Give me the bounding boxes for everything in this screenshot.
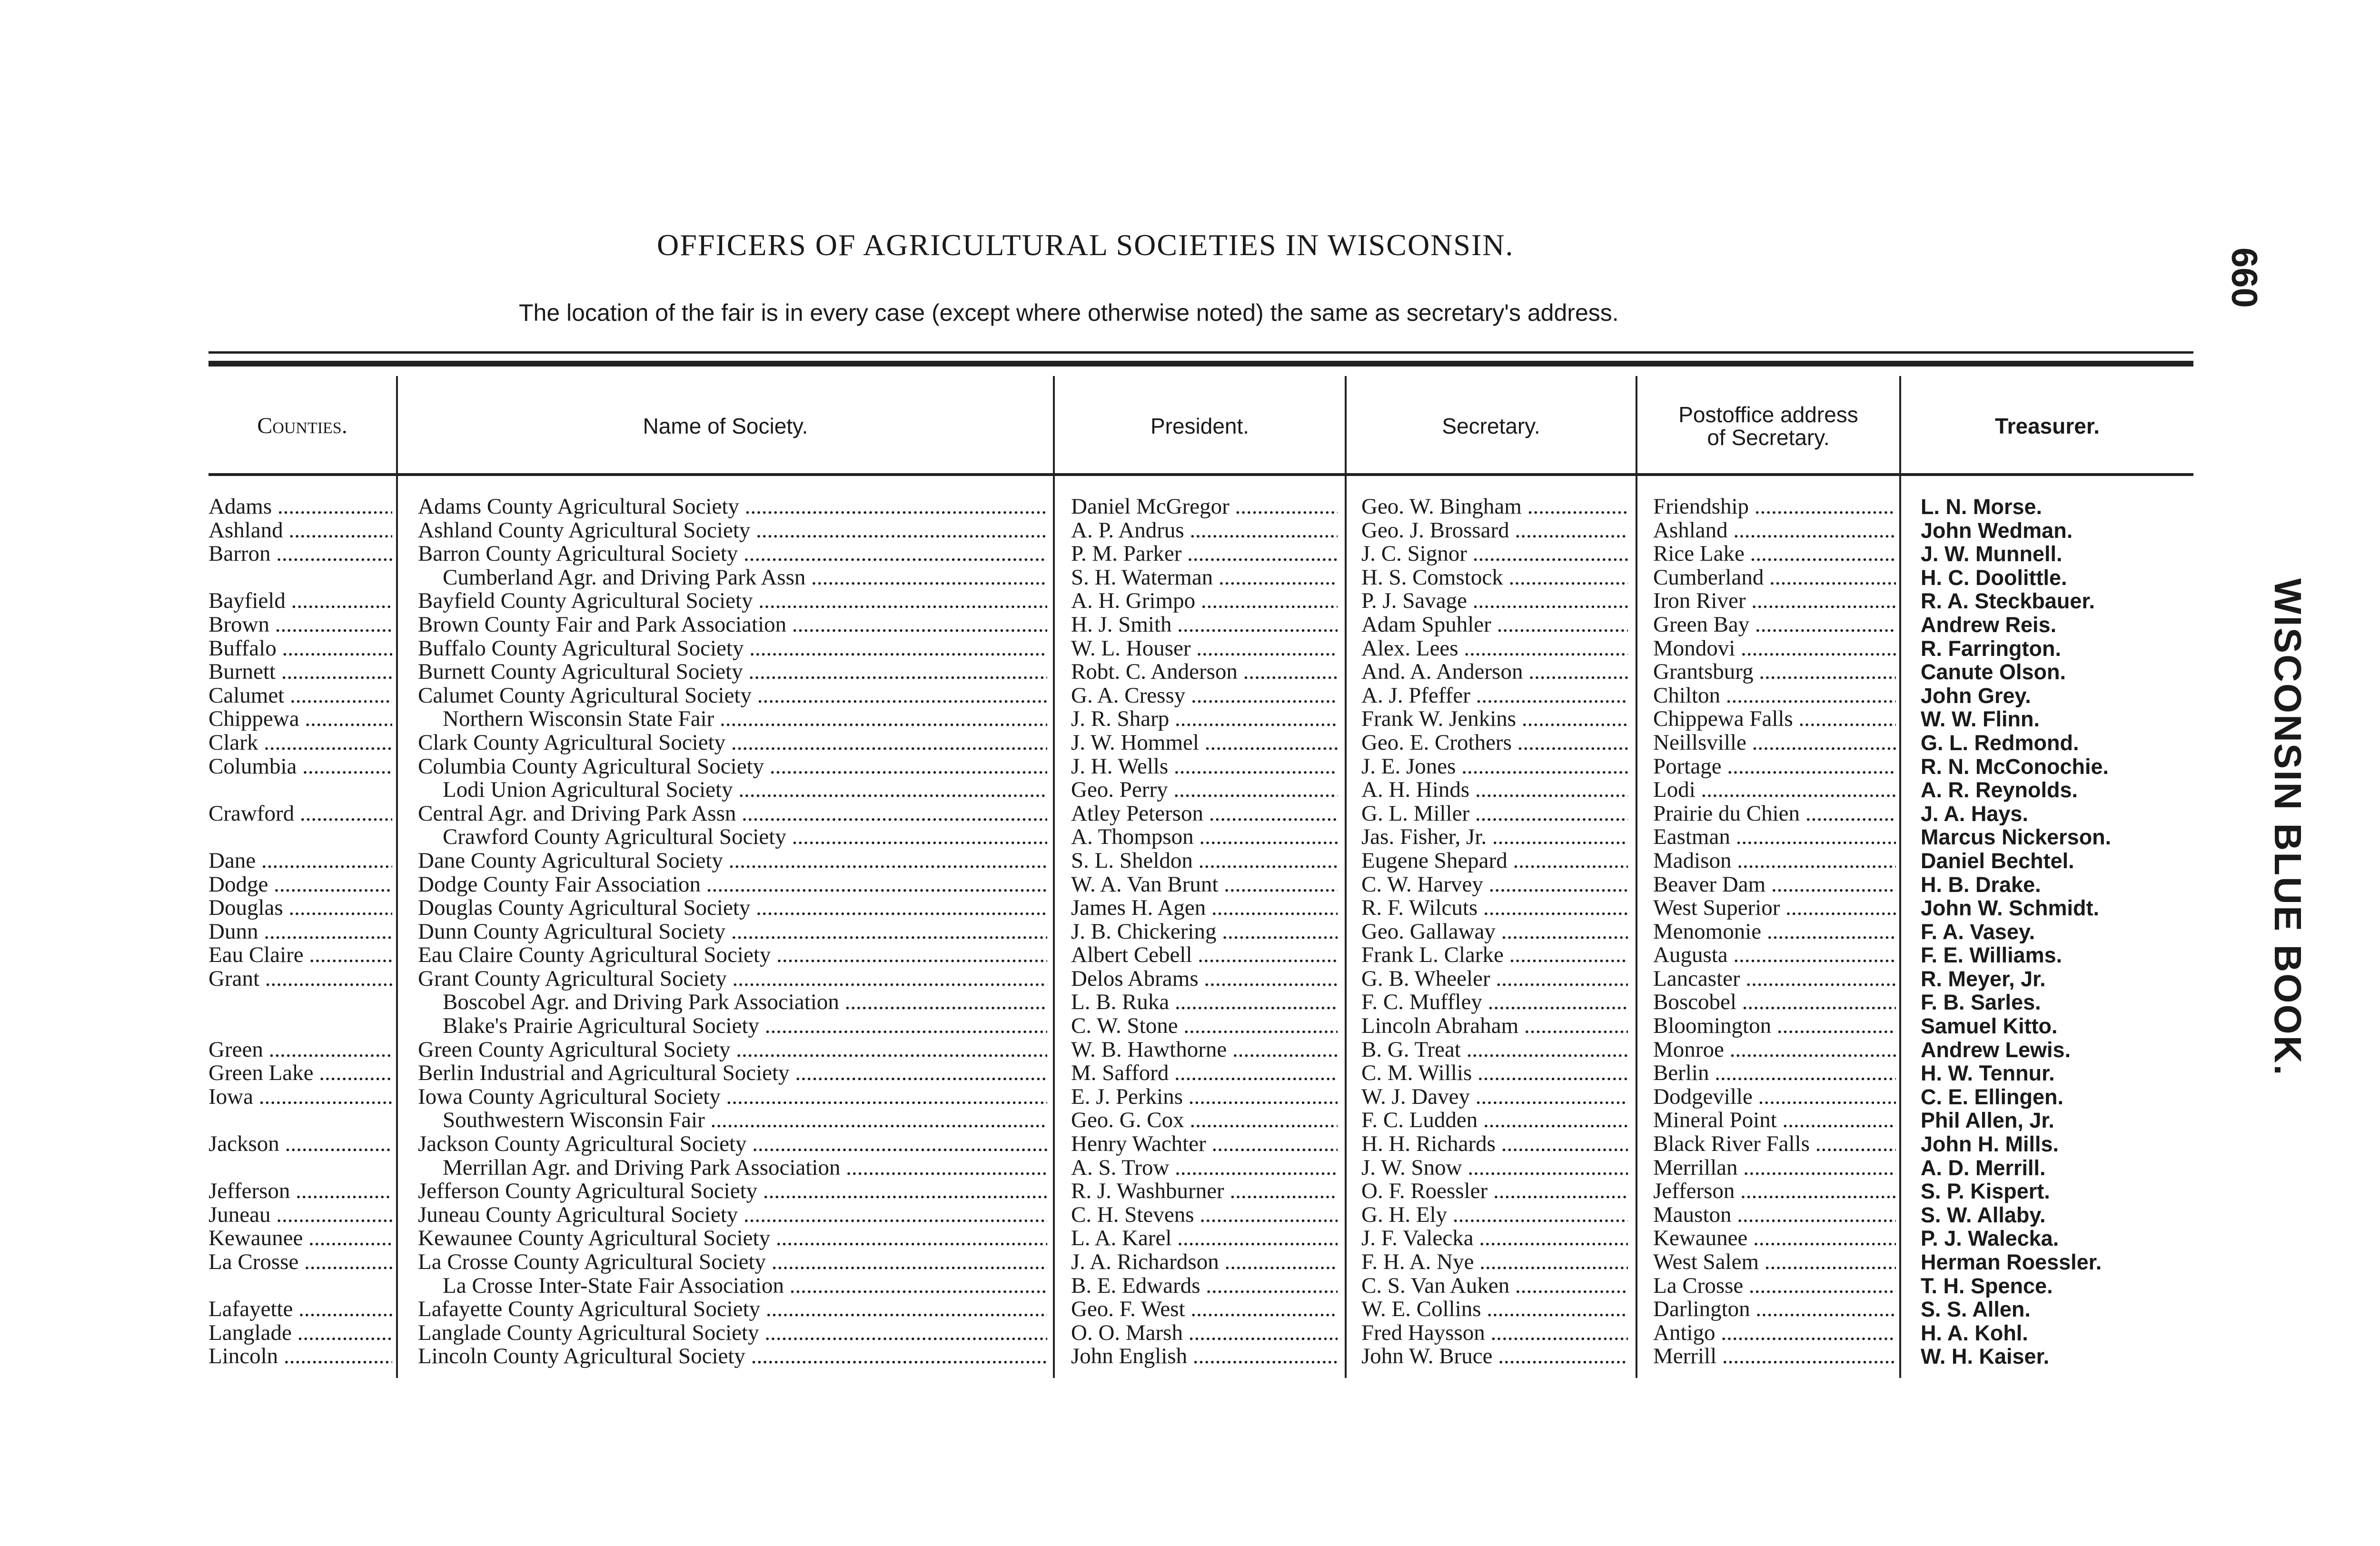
county-cell: Grant ..... [208,967,392,991]
postoffice-cell: La Crosse ..... [1653,1274,1896,1298]
president-cell: A. S. Trow ..... [1071,1156,1338,1180]
postoffice-cell: Kewaunee ..... [1653,1227,1896,1250]
president-cell: John English ..... [1071,1345,1338,1368]
president-cell: P. M. Parker ..... [1071,542,1338,566]
table-row [0,1227,2237,1250]
secretary-cell: J. F. Valecka ..... [1361,1227,1628,1250]
president-cell: J. H. Wells ..... [1071,755,1338,779]
society-cell: Northern Wisconsin State Fair ..... [443,707,1047,731]
table-row [0,1179,2237,1203]
treasurer-cell: Phil Allen, Jr. [1921,1109,2054,1133]
county-cell: Brown ..... [208,613,392,637]
secretary-cell: F. C. Ludden ..... [1361,1109,1628,1132]
society-cell: Dunn County Agricultural Society ..... [418,920,1047,944]
postoffice-cell: Cumberland ..... [1653,566,1896,590]
postoffice-cell: Merrill ..... [1653,1345,1896,1368]
treasurer-cell: G. L. Redmond. [1921,731,2079,755]
treasurer-cell: Samuel Kitto. [1921,1014,2058,1038]
table-row [0,802,2237,826]
society-cell: Douglas County Agricultural Society ..... [418,896,1047,920]
postoffice-cell: Darlington ..... [1653,1298,1896,1321]
secretary-cell: R. F. Wilcuts ..... [1361,896,1628,920]
treasurer-cell: John Wedman. [1921,518,2073,543]
president-cell: W. B. Hawthorne ..... [1071,1038,1338,1062]
treasurer-cell: S. S. Allen. [1921,1298,2031,1321]
president-cell: James H. Agen ..... [1071,896,1338,920]
president-cell: Geo. Perry ..... [1071,778,1338,802]
postoffice-cell: Augusta ..... [1653,943,1896,967]
treasurer-cell: A. D. Merrill. [1921,1156,2046,1180]
secretary-cell: Alex. Lees ..... [1361,637,1628,661]
secretary-cell: B. G. Treat ..... [1361,1038,1628,1062]
postoffice-cell: Beaver Dam ..... [1653,873,1896,897]
secretary-cell: J. C. Signor ..... [1361,542,1628,566]
treasurer-cell: R. Meyer, Jr. [1921,967,2046,991]
society-cell: Southwestern Wisconsin Fair ..... [443,1109,1047,1132]
header-postoffice-line2: of Secretary. [1707,425,1830,450]
postoffice-cell: Lancaster ..... [1653,967,1896,991]
postoffice-cell: Eastman ..... [1653,825,1896,849]
running-head: WISCONSIN BLUE BOOK. [2267,578,2309,1077]
table-row [0,1132,2237,1156]
secretary-cell: C. S. Van Auken ..... [1361,1274,1628,1298]
county-cell: Dunn ..... [208,920,392,944]
county-cell: Ashland ..... [208,519,392,543]
postoffice-cell: Madison ..... [1653,849,1896,873]
table-row [0,684,2237,708]
table-row [0,755,2237,779]
postoffice-cell: Black River Falls ..... [1653,1132,1896,1156]
secretary-cell: H. S. Comstock ..... [1361,566,1628,590]
secretary-cell: H. H. Richards ..... [1361,1132,1628,1156]
treasurer-cell: W. W. Flinn. [1921,707,2040,731]
society-cell: Bayfield County Agricultural Society ..... [418,589,1047,613]
president-cell: L. A. Karel ..... [1071,1227,1338,1250]
society-cell: Berlin Industrial and Agricultural Society ..... [418,1061,1047,1085]
table-row [0,660,2237,684]
treasurer-cell: C. E. Ellingen. [1921,1085,2064,1109]
president-cell: W. A. Van Brunt ..... [1071,873,1338,897]
secretary-cell: John W. Bruce ..... [1361,1345,1628,1368]
postoffice-cell: Friendship ..... [1653,495,1896,519]
secretary-cell: Jas. Fisher, Jr. ..... [1361,825,1628,849]
postoffice-cell: Chilton ..... [1653,684,1896,708]
president-cell: M. Safford ..... [1071,1061,1338,1085]
treasurer-cell: J. A. Hays. [1921,802,2028,826]
society-cell: Lodi Union Agricultural Society ..... [443,778,1047,802]
society-cell: Clark County Agricultural Society ..... [418,731,1047,755]
county-cell: La Crosse ..... [208,1250,392,1274]
county-cell: Lafayette ..... [208,1298,392,1321]
secretary-cell: Geo. Gallaway ..... [1361,920,1628,944]
table-row [0,731,2237,755]
treasurer-cell: S. P. Kispert. [1921,1179,2050,1203]
table-row [0,991,2237,1014]
postoffice-cell: Menomonie ..... [1653,920,1896,944]
header-rule [208,473,2193,476]
postoffice-cell: Berlin ..... [1653,1061,1896,1085]
postoffice-cell: Ashland ..... [1653,519,1896,543]
society-cell: Buffalo County Agricultural Society ..... [418,637,1047,661]
county-cell: Dodge ..... [208,873,392,897]
president-cell: Geo. G. Cox ..... [1071,1109,1338,1132]
county-cell: Buffalo ..... [208,637,392,661]
society-cell: Brown County Fair and Park Association ..... [418,613,1047,637]
table-row [0,825,2237,849]
table-row [0,1109,2237,1132]
secretary-cell: Lincoln Abraham ..... [1361,1014,1628,1038]
table-row [0,896,2237,920]
county-cell: Jackson ..... [208,1132,392,1156]
header-treasurer: Treasurer. [1995,413,2100,438]
county-cell: Crawford ..... [208,802,392,826]
postoffice-cell: Neillsville ..... [1653,731,1896,755]
society-cell: Jefferson County Agricultural Society ..... [418,1179,1047,1203]
secretary-cell: A. H. Hinds ..... [1361,778,1628,802]
postoffice-cell: Prairie du Chien ..... [1653,802,1896,826]
president-cell: L. B. Ruka ..... [1071,991,1338,1014]
president-cell: A. Thompson ..... [1071,825,1338,849]
secretary-cell: Geo. E. Crothers ..... [1361,731,1628,755]
table-row [0,542,2237,566]
county-cell: Jefferson ..... [208,1179,392,1203]
county-cell: Adams ..... [208,495,392,519]
secretary-cell: Geo. J. Brossard ..... [1361,519,1628,543]
top-double-rule-1 [208,351,2193,354]
page-subtitle: The location of the fair is in every case (except where otherwise noted) the same as secretary's address. [519,299,1619,326]
secretary-cell: Adam Spuhler ..... [1361,613,1628,637]
society-cell: Iowa County Agricultural Society ..... [418,1085,1047,1109]
table-body [0,495,2237,1368]
county-cell: Juneau ..... [208,1203,392,1227]
society-cell: Burnett County Agricultural Society ..... [418,660,1047,684]
postoffice-cell: Chippewa Falls ..... [1653,707,1896,731]
society-cell: Kewaunee County Agricultural Society ..... [418,1227,1047,1250]
secretary-cell: G. L. Miller ..... [1361,802,1628,826]
treasurer-cell: H. C. Doolittle. [1921,565,2067,590]
table-row [0,1085,2237,1109]
secretary-cell: C. W. Harvey ..... [1361,873,1628,897]
president-cell: Atley Peterson ..... [1071,802,1338,826]
treasurer-cell: P. J. Walecka. [1921,1227,2059,1250]
header-society: Name of Society. [643,413,808,438]
table-row [0,495,2237,519]
secretary-cell: J. E. Jones ..... [1361,755,1628,779]
president-cell: H. J. Smith ..... [1071,613,1338,637]
table-row [0,613,2237,637]
secretary-cell: C. M. Willis ..... [1361,1061,1628,1085]
page-number: 660 [2224,248,2264,308]
treasurer-cell: Andrew Reis. [1921,613,2057,637]
secretary-cell: Frank L. Clarke ..... [1361,943,1628,967]
society-cell: Green County Agricultural Society ..... [418,1038,1047,1062]
header-postoffice [1637,381,1899,471]
treasurer-cell: John H. Mills. [1921,1132,2059,1156]
treasurer-cell: R. A. Steckbauer. [1921,589,2095,613]
treasurer-cell: J. W. Munnell. [1921,542,2063,566]
secretary-cell: G. B. Wheeler ..... [1361,967,1628,991]
society-cell: Grant County Agricultural Society ..... [418,967,1047,991]
treasurer-cell: F. B. Sarles. [1921,991,2041,1015]
header-postoffice-line1: Postoffice address [1678,402,1858,427]
treasurer-cell: Daniel Bechtel. [1921,849,2074,873]
county-cell: Eau Claire ..... [208,943,392,967]
table-row [0,1014,2237,1038]
treasurer-cell: T. H. Spence. [1921,1274,2053,1298]
president-cell: J. R. Sharp ..... [1071,707,1338,731]
treasurer-cell: R. N. McConochie. [1921,754,2109,779]
postoffice-cell: Iron River ..... [1653,589,1896,613]
society-cell: Barron County Agricultural Society ..... [418,542,1047,566]
table-row [0,1298,2237,1321]
secretary-cell: Frank W. Jenkins ..... [1361,707,1628,731]
postoffice-cell: West Superior ..... [1653,896,1896,920]
treasurer-cell: S. W. Allaby. [1921,1203,2046,1227]
president-cell: Daniel McGregor ..... [1071,495,1338,519]
postoffice-cell: Lodi ..... [1653,778,1896,802]
table-row [0,1038,2237,1062]
secretary-cell: F. C. Muffley ..... [1361,991,1628,1014]
president-cell: C. W. Stone ..... [1071,1014,1338,1038]
table-row [0,589,2237,613]
county-cell: Langlade ..... [208,1321,392,1345]
treasurer-cell: Marcus Nickerson. [1921,825,2112,849]
society-cell: Langlade County Agricultural Society ..... [418,1321,1047,1345]
society-cell: Columbia County Agricultural Society ..... [418,755,1047,779]
society-cell: Ashland County Agricultural Society ..... [418,519,1047,543]
table-row [0,849,2237,873]
table-row [0,873,2237,897]
postoffice-cell: Mondovi ..... [1653,637,1896,661]
secretary-cell: Fred Haysson ..... [1361,1321,1628,1345]
society-cell: Dodge County Fair Association ..... [418,873,1047,897]
county-cell: Barron ..... [208,542,392,566]
table-row [0,1061,2237,1085]
postoffice-cell: Mineral Point ..... [1653,1109,1896,1132]
president-cell: R. J. Washburner ..... [1071,1179,1338,1203]
county-cell: Burnett ..... [208,660,392,684]
society-cell: Boscobel Agr. and Driving Park Association ..... [443,991,1047,1014]
president-cell: O. O. Marsh ..... [1071,1321,1338,1345]
society-cell: Jackson County Agricultural Society ..... [418,1132,1047,1156]
society-cell: Cumberland Agr. and Driving Park Assn ..... [443,566,1047,590]
postoffice-cell: Dodgeville ..... [1653,1085,1896,1109]
table-row [0,707,2237,731]
postoffice-cell: Mauston ..... [1653,1203,1896,1227]
county-cell: Iowa ..... [208,1085,392,1109]
table-row [0,1156,2237,1180]
table-row [0,943,2237,967]
president-cell: A. H. Grimpo ..... [1071,589,1338,613]
society-cell: La Crosse Inter-State Fair Association ..... [443,1274,1047,1298]
table-row [0,920,2237,944]
postoffice-cell: Antigo ..... [1653,1321,1896,1345]
postoffice-cell: West Salem ..... [1653,1250,1896,1274]
county-cell: Columbia ..... [208,755,392,779]
secretary-cell: W. J. Davey ..... [1361,1085,1628,1109]
postoffice-cell: Bloomington ..... [1653,1014,1896,1038]
president-cell: A. P. Andrus ..... [1071,519,1338,543]
secretary-cell: A. J. Pfeffer ..... [1361,684,1628,708]
treasurer-cell: A. R. Reynolds. [1921,778,2078,802]
table-row [0,519,2237,543]
secretary-cell: G. H. Ely ..... [1361,1203,1628,1227]
president-cell: C. H. Stevens ..... [1071,1203,1338,1227]
president-cell: Albert Cebell ..... [1071,943,1338,967]
secretary-cell: O. F. Roessler ..... [1361,1179,1628,1203]
treasurer-cell: John Grey. [1921,684,2031,708]
postoffice-cell: Portage ..... [1653,755,1896,779]
postoffice-cell: Merrillan ..... [1653,1156,1896,1180]
secretary-cell: And. A. Anderson ..... [1361,660,1628,684]
society-cell: Merrillan Agr. and Driving Park Association ..... [443,1156,1047,1180]
president-cell: Geo. F. West ..... [1071,1298,1338,1321]
county-cell: Green ..... [208,1038,392,1062]
secretary-cell: P. J. Savage ..... [1361,589,1628,613]
postoffice-cell: Rice Lake ..... [1653,542,1896,566]
society-cell: Eau Claire County Agricultural Society ..... [418,943,1047,967]
top-double-rule-2 [208,361,2193,367]
table-row [0,1274,2237,1298]
society-cell: Crawford County Agricultural Society ..... [443,825,1047,849]
president-cell: G. A. Cressy ..... [1071,684,1338,708]
postoffice-cell: Monroe ..... [1653,1038,1896,1062]
header-president: President. [1150,413,1250,438]
society-cell: Central Agr. and Driving Park Assn ..... [418,802,1047,826]
society-cell: Lincoln County Agricultural Society ..... [418,1345,1047,1368]
header-counties: Counties. [257,413,347,438]
postoffice-cell: Boscobel ..... [1653,991,1896,1014]
treasurer-cell: Andrew Lewis. [1921,1038,2071,1062]
president-cell: J. B. Chickering ..... [1071,920,1338,944]
county-cell: Clark ..... [208,731,392,755]
president-cell: J. W. Hommel ..... [1071,731,1338,755]
president-cell: J. A. Richardson ..... [1071,1250,1338,1274]
county-cell: Douglas ..... [208,896,392,920]
secretary-cell: J. W. Snow ..... [1361,1156,1628,1180]
table-row [0,566,2237,590]
president-cell: Robt. C. Anderson ..... [1071,660,1338,684]
county-cell: Lincoln ..... [208,1345,392,1368]
treasurer-cell: L. N. Morse. [1921,495,2043,519]
page-title: OFFICERS OF AGRICULTURAL SOCIETIES IN WISCONSIN. [657,228,1514,262]
county-cell: Calumet ..... [208,684,392,708]
table-row [0,967,2237,991]
society-cell: Calumet County Agricultural Society ..... [418,684,1047,708]
postoffice-cell: Green Bay ..... [1653,613,1896,637]
county-cell: Chippewa ..... [208,707,392,731]
treasurer-cell: W. H. Kaiser. [1921,1345,2050,1368]
secretary-cell: F. H. A. Nye ..... [1361,1250,1628,1274]
treasurer-cell: H. B. Drake. [1921,872,2041,897]
header-secretary: Secretary. [1442,413,1540,438]
society-cell: Dane County Agricultural Society ..... [418,849,1047,873]
table-row [0,637,2237,661]
secretary-cell: Eugene Shepard ..... [1361,849,1628,873]
treasurer-cell: R. Farrington. [1921,636,2061,661]
treasurer-cell: H. A. Kohl. [1921,1321,2028,1345]
table-row [0,1345,2237,1368]
table-row [0,1321,2237,1345]
treasurer-cell: F. E. Williams. [1921,943,2063,967]
society-cell: Blake's Prairie Agricultural Society ..... [443,1014,1047,1038]
president-cell: S. H. Waterman ..... [1071,566,1338,590]
postoffice-cell: Jefferson ..... [1653,1179,1896,1203]
treasurer-cell: Canute Olson. [1921,660,2066,684]
society-cell: La Crosse County Agricultural Society ..... [418,1250,1047,1274]
president-cell: B. E. Edwards ..... [1071,1274,1338,1298]
society-cell: Lafayette County Agricultural Society ..... [418,1298,1047,1321]
treasurer-cell: F. A. Vasey. [1921,920,2035,944]
president-cell: Henry Wachter ..... [1071,1132,1338,1156]
county-cell: Green Lake ..... [208,1061,392,1085]
treasurer-cell: H. W. Tennur. [1921,1061,2055,1085]
secretary-cell: W. E. Collins ..... [1361,1298,1628,1321]
table-row [0,1250,2237,1274]
treasurer-cell: Herman Roessler. [1921,1250,2102,1274]
county-cell: Kewaunee ..... [208,1227,392,1250]
society-cell: Juneau County Agricultural Society ..... [418,1203,1047,1227]
president-cell: S. L. Sheldon ..... [1071,849,1338,873]
society-cell: Adams County Agricultural Society ..... [418,495,1047,519]
treasurer-cell: John W. Schmidt. [1921,896,2100,920]
table-row [0,778,2237,802]
county-cell: Dane ..... [208,849,392,873]
president-cell: W. L. Houser ..... [1071,637,1338,661]
president-cell: E. J. Perkins ..... [1071,1085,1338,1109]
county-cell: Bayfield ..... [208,589,392,613]
table-row [0,1203,2237,1227]
secretary-cell: Geo. W. Bingham ..... [1361,495,1628,519]
president-cell: Delos Abrams ..... [1071,967,1338,991]
postoffice-cell: Grantsburg ..... [1653,660,1896,684]
